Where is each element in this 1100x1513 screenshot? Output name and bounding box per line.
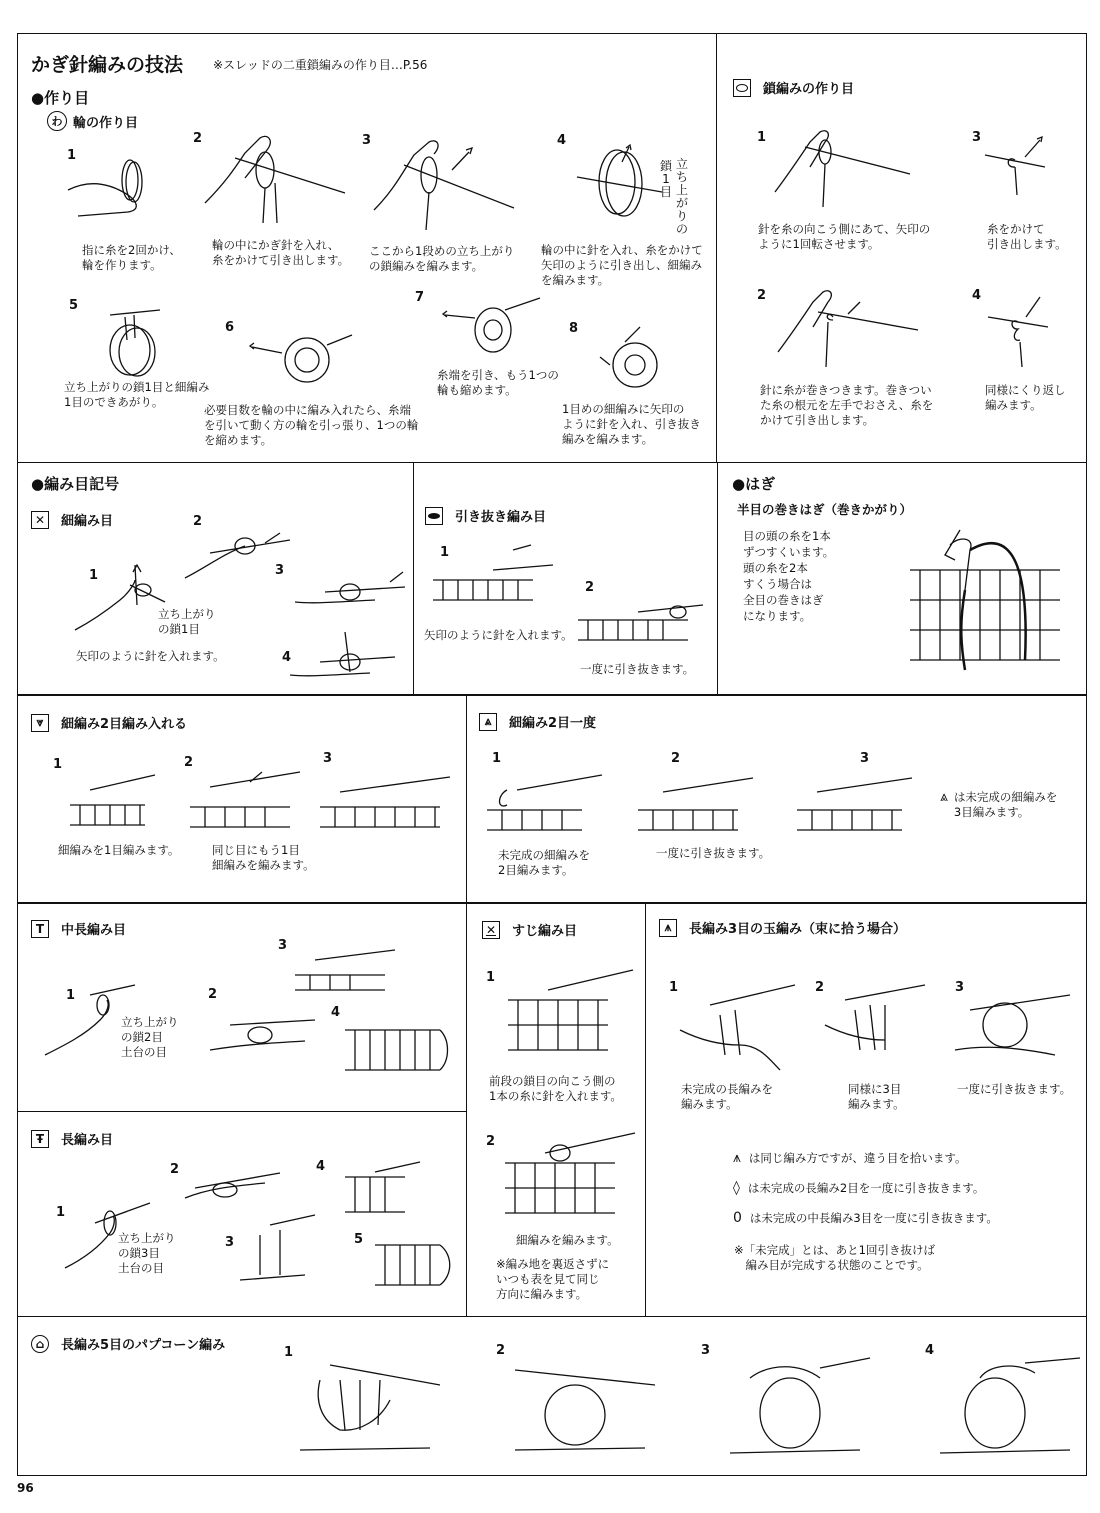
hikinuki-step-1-illustration [433,545,553,615]
komaami-step-4-illustration [290,627,395,687]
wa-step-1-num: 1 [67,148,77,163]
kusari-step-1-num: 1 [757,130,767,145]
wa-step-7-illustration [445,290,540,365]
tsukurime-heading: ●作り目 [31,89,90,107]
hikinuki-step-1-caption: 矢印のように針を入れます。 [424,628,573,642]
chuunaga-label: 中長編み目 [61,923,127,938]
wa-step-5-illustration [100,305,170,380]
komaami-caption: 矢印のように針を入れます。 [76,649,225,663]
hikinuki-heading [425,506,546,525]
chuunaga-step-2-illustration [210,1005,315,1060]
koma2ichido-step-3-illustration [797,770,912,840]
koma2ireru-step-1-illustration [70,770,155,835]
wa-vert-note-a: 鎖1目 [659,159,672,199]
popcorn-step-4-num: 4 [925,1343,935,1358]
naga-t-icon: Ŧ [31,1130,49,1148]
hagi-illustration [905,530,1065,670]
koma2ireru-step-1-num: 1 [53,757,63,772]
popcorn-label: 長編み5目のパプコーン編み [61,1338,226,1353]
hikinuki-step-2-caption: 一度に引き抜きます。 [580,662,695,676]
koma2ichido-heading [479,712,596,731]
page-title: かぎ針編みの技法 [31,54,184,76]
komaami-label: 細編み目 [61,514,114,529]
koma2ireru-step-1-caption: 細編みを1目編みます。 [58,843,180,857]
koma2ireru-symbol-icon: ⩔ [31,714,49,732]
wa-step-4-caption: 輪の中に針を入れ、糸をかけて 矢印のように引き出し、細編み を編みます。 [541,243,703,287]
chuunaga-step-4-num: 4 [331,1005,341,1020]
komaami-step-3-num: 3 [275,563,285,578]
popcorn-step-2-num: 2 [496,1343,506,1358]
koma2ichido-step-1-num: 1 [492,751,502,766]
tama-symbol-icon: ⩚ [659,919,677,937]
chuunaga-step-3-num: 3 [278,938,288,953]
chuunaga-step-1-illustration [45,985,135,1060]
kusari-step-4-illustration [988,292,1048,367]
wa-step-8-caption: 1目めの細編みに矢印の ように針を入れ、引き抜き 編みを編みます。 [562,402,701,446]
koma2ichido-step-2-caption: 一度に引き抜きます。 [656,846,771,860]
tama-note-3: は未完成の中長編み3目を一度に引き抜きます。 [749,1211,998,1225]
naga-step-3-num: 3 [225,1235,235,1250]
tama-step-2-illustration [825,985,925,1070]
wa-step-8-illustration [600,327,670,399]
suji-heading [482,920,577,939]
kusari-step-2-caption: 針に糸が巻きつきます。巻きつい た糸の根元を左手でおさえ、糸を かけて引き出します。 [760,383,934,427]
hagi-heading: ●はぎ [732,475,776,493]
koma2ireru-step-2-num: 2 [184,755,194,770]
hikinuki-label: 引き抜き編み目 [455,510,547,525]
chuunaga-note: 立ち上がり の鎖2目 土台の目 [121,1015,179,1059]
hagi-caption: 目の頭の糸を1本 ずつすくいます。 頭の糸を2本 すくう場合は 全目の巻きはぎ になります。 [743,529,835,623]
naga-step-3-illustration [240,1215,315,1285]
naga-label: 長編み目 [61,1133,114,1148]
kusari-step-2-illustration [778,282,918,367]
tama-step-3-caption: 一度に引き抜きます。 [957,1082,1072,1096]
chuunaga-step-2-num: 2 [208,987,218,1002]
tama-note-1: は同じ編み方ですが、違う目を拾います。 [748,1151,967,1165]
koma3ichido-symbol-icon: ⩓ [940,789,948,805]
koma2ichido-symbol-icon: ⩓ [479,713,497,731]
koma2ichido-step-1-caption: 未完成の細編みを 2目編みます。 [498,848,590,877]
kusari-step-3-illustration [985,135,1050,195]
tama-heading [659,918,906,937]
koma2ireru-step-2-caption: 同じ目にもう1目 細編みを編みます。 [212,843,315,872]
komaami-step-3-illustration [295,572,410,612]
wa-vert-note-b: 立ち上がりの [675,157,688,236]
kusari-step-1-illustration [775,122,910,207]
naga-step-4-num: 4 [316,1159,326,1174]
kusari-step-4-num: 4 [972,288,982,303]
kusari-step-1-caption: 針を糸の向こう側にあて、矢印の ように1回転させます。 [758,222,931,251]
naga-heading [31,1129,113,1148]
chuunaga-step-4-illustration [345,1015,450,1075]
suji-note: ※編み地を裏返さずに いつも表を見て同じ 方向に編みます。 [496,1257,610,1301]
wa-step-6-caption: 必要目数を輪の中に編み入れたら、糸端 を引いて動く方の輪を引っ張り、1つの輪 を縮めます。 [204,403,419,447]
kusari-heading [733,78,854,97]
tama-note-2: は未完成の長編み2目を一度に引き抜きます。 [747,1181,985,1195]
tama-step-2-num: 2 [815,980,825,995]
wa-heading [47,111,138,131]
popcorn-step-3-num: 3 [701,1343,711,1358]
kusari-step-3-num: 3 [972,130,982,145]
suji-step-2-num: 2 [486,1134,496,1149]
naga-step-5-illustration [375,1235,455,1290]
popcorn-step-2-illustration [515,1360,655,1455]
hikinuki-step-2-illustration [578,600,703,655]
koma2ireru-heading [31,713,187,732]
tama-step-2-caption: 同様に3目 編みます。 [848,1082,905,1111]
wa-step-2-illustration [205,128,350,223]
tama-step-1-num: 1 [669,980,679,995]
wa-step-2-caption: 輪の中にかぎ針を入れ、 糸をかけて引き出します。 [212,238,350,267]
naga-step-5-num: 5 [354,1232,364,1247]
naga-step-1-num: 1 [56,1205,66,1220]
wa-symbol: わ [47,111,67,131]
chuunaga-step-1-num: 1 [66,988,76,1003]
tama-step-1-caption: 未完成の長編みを 編みます。 [681,1082,773,1111]
suji-label: すじ編み目 [512,924,578,939]
koma2ichido-step-1-illustration [487,770,602,840]
chuunaga-heading [31,919,126,938]
popcorn-heading [31,1334,225,1353]
title-note: ※スレッドの二重鎖編みの作り目…P.56 [213,58,428,72]
suji-step-2-caption: 細編みを編みます。 [516,1233,619,1247]
wa-step-3-caption: ここから1段めの立ち上がり の鎖編みを編みます。 [369,244,515,273]
tama-footnote: ※「未完成」とは、あと1回引き抜けば 編み目が完成する状態のことです。 [734,1243,935,1272]
tama-step-1-illustration [680,985,795,1070]
koma2ichido-note: は未完成の細編みを 3目編みます。 [953,790,1058,819]
komaami-step-2-illustration [185,528,290,583]
tama-chuunaga-symbol-icon: 0 [733,1210,742,1226]
kusari-step-3-caption: 糸をかけて 引き出します。 [987,222,1067,251]
popcorn-step-1-num: 1 [284,1345,294,1360]
suji-step-1-illustration [508,970,633,1060]
hikinuki-dot-icon [425,507,443,525]
tama-note-3-row [733,1210,998,1226]
popcorn-symbol-icon: ⌂ [31,1335,49,1353]
komaami-step-1-num: 1 [89,568,99,583]
tama-note-1-row [733,1150,966,1166]
suji-symbol-icon: ✕ [482,921,500,939]
tama-alt-symbol-icon: ⩚ [733,1150,741,1166]
page-number: 96 [17,1481,34,1495]
chuunaga-t-icon: T [31,920,49,938]
koma2ichido-step-2-illustration [638,770,753,840]
wa-step-5-num: 5 [69,298,79,313]
popcorn-step-4-illustration [940,1358,1080,1458]
wa-step-5-caption: 立ち上がりの鎖1目と細編み 1目のできあがり。 [64,380,210,409]
wa-step-6-illustration [252,325,352,395]
tama-label: 長編み3目の玉編み（束に拾う場合） [689,922,907,937]
wa-step-1-caption: 指に糸を2回かけ、 輪を作ります。 [82,243,181,272]
wa-step-6-num: 6 [225,320,235,335]
wa-step-1-illustration [68,150,148,225]
naga-step-2-num: 2 [170,1162,180,1177]
wa-step-4-illustration [577,142,662,227]
koma2ireru-step-3-illustration [320,772,450,837]
wa-step-3-num: 3 [362,133,372,148]
tama-step-3-illustration [955,985,1070,1070]
koma2ireru-step-2-illustration [190,772,300,837]
kusari-step-4-caption: 同様にくり返し 編みます。 [985,383,1066,412]
suji-step-2-illustration [505,1128,635,1228]
koma2ichido-step-2-num: 2 [671,751,681,766]
koma2ichido-step-3-num: 3 [860,751,870,766]
wa-step-3-illustration [374,130,524,230]
tama-note-2-row [733,1180,984,1196]
koma2ireru-step-3-num: 3 [323,751,333,766]
hikinuki-step-1-num: 1 [440,545,450,560]
komaami-note: 立ち上がり の鎖1目 [158,607,216,636]
tama-2me-symbol-icon: ◊ [733,1180,740,1196]
popcorn-step-1-illustration [300,1360,440,1455]
kusari-step-2-num: 2 [757,288,767,303]
koma2ireru-label: 細編み2目編み入れる [61,717,188,732]
komaami-step-1-illustration [75,560,165,635]
komaami-step-2-num: 2 [193,514,203,529]
tama-step-3-num: 3 [955,980,965,995]
hikinuki-step-2-num: 2 [585,580,595,595]
kusari-label: 鎖編みの作り目 [763,82,855,97]
komaami-step-4-num: 4 [282,650,292,665]
wa-step-7-num: 7 [415,290,425,305]
wa-label: 輪の作り目 [73,115,139,131]
wa-step-8-num: 8 [569,321,579,336]
komaami-x-icon: ✕ [31,511,49,529]
kigou-heading: ●編み目記号 [31,475,120,493]
naga-step-1-illustration [65,1198,150,1273]
chuunaga-step-3-illustration [295,950,395,1000]
suji-step-1-num: 1 [486,970,496,985]
suji-step-1-caption: 前段の鎖目の向こう側の 1本の糸に針を入れます。 [489,1074,622,1103]
wa-step-4-num: 4 [557,133,567,148]
wa-step-7-caption: 糸端を引き、もう1つの 輪も縮めます。 [437,368,559,397]
naga-note: 立ち上がり の鎖3目 土台の目 [118,1231,176,1275]
naga-step-2-illustration [185,1168,280,1208]
naga-step-4-illustration [345,1162,420,1217]
wa-step-2-num: 2 [193,131,203,146]
koma2ichido-label: 細編み2目一度 [509,716,597,731]
komaami-heading [31,510,113,529]
koma2ichido-note-row [940,790,1057,820]
popcorn-step-3-illustration [730,1358,870,1458]
hagi-sub: 半目の巻きはぎ（巻きかがり） [737,502,913,517]
kusari-symbol-icon [733,79,751,97]
frame-suji [466,903,646,1317]
